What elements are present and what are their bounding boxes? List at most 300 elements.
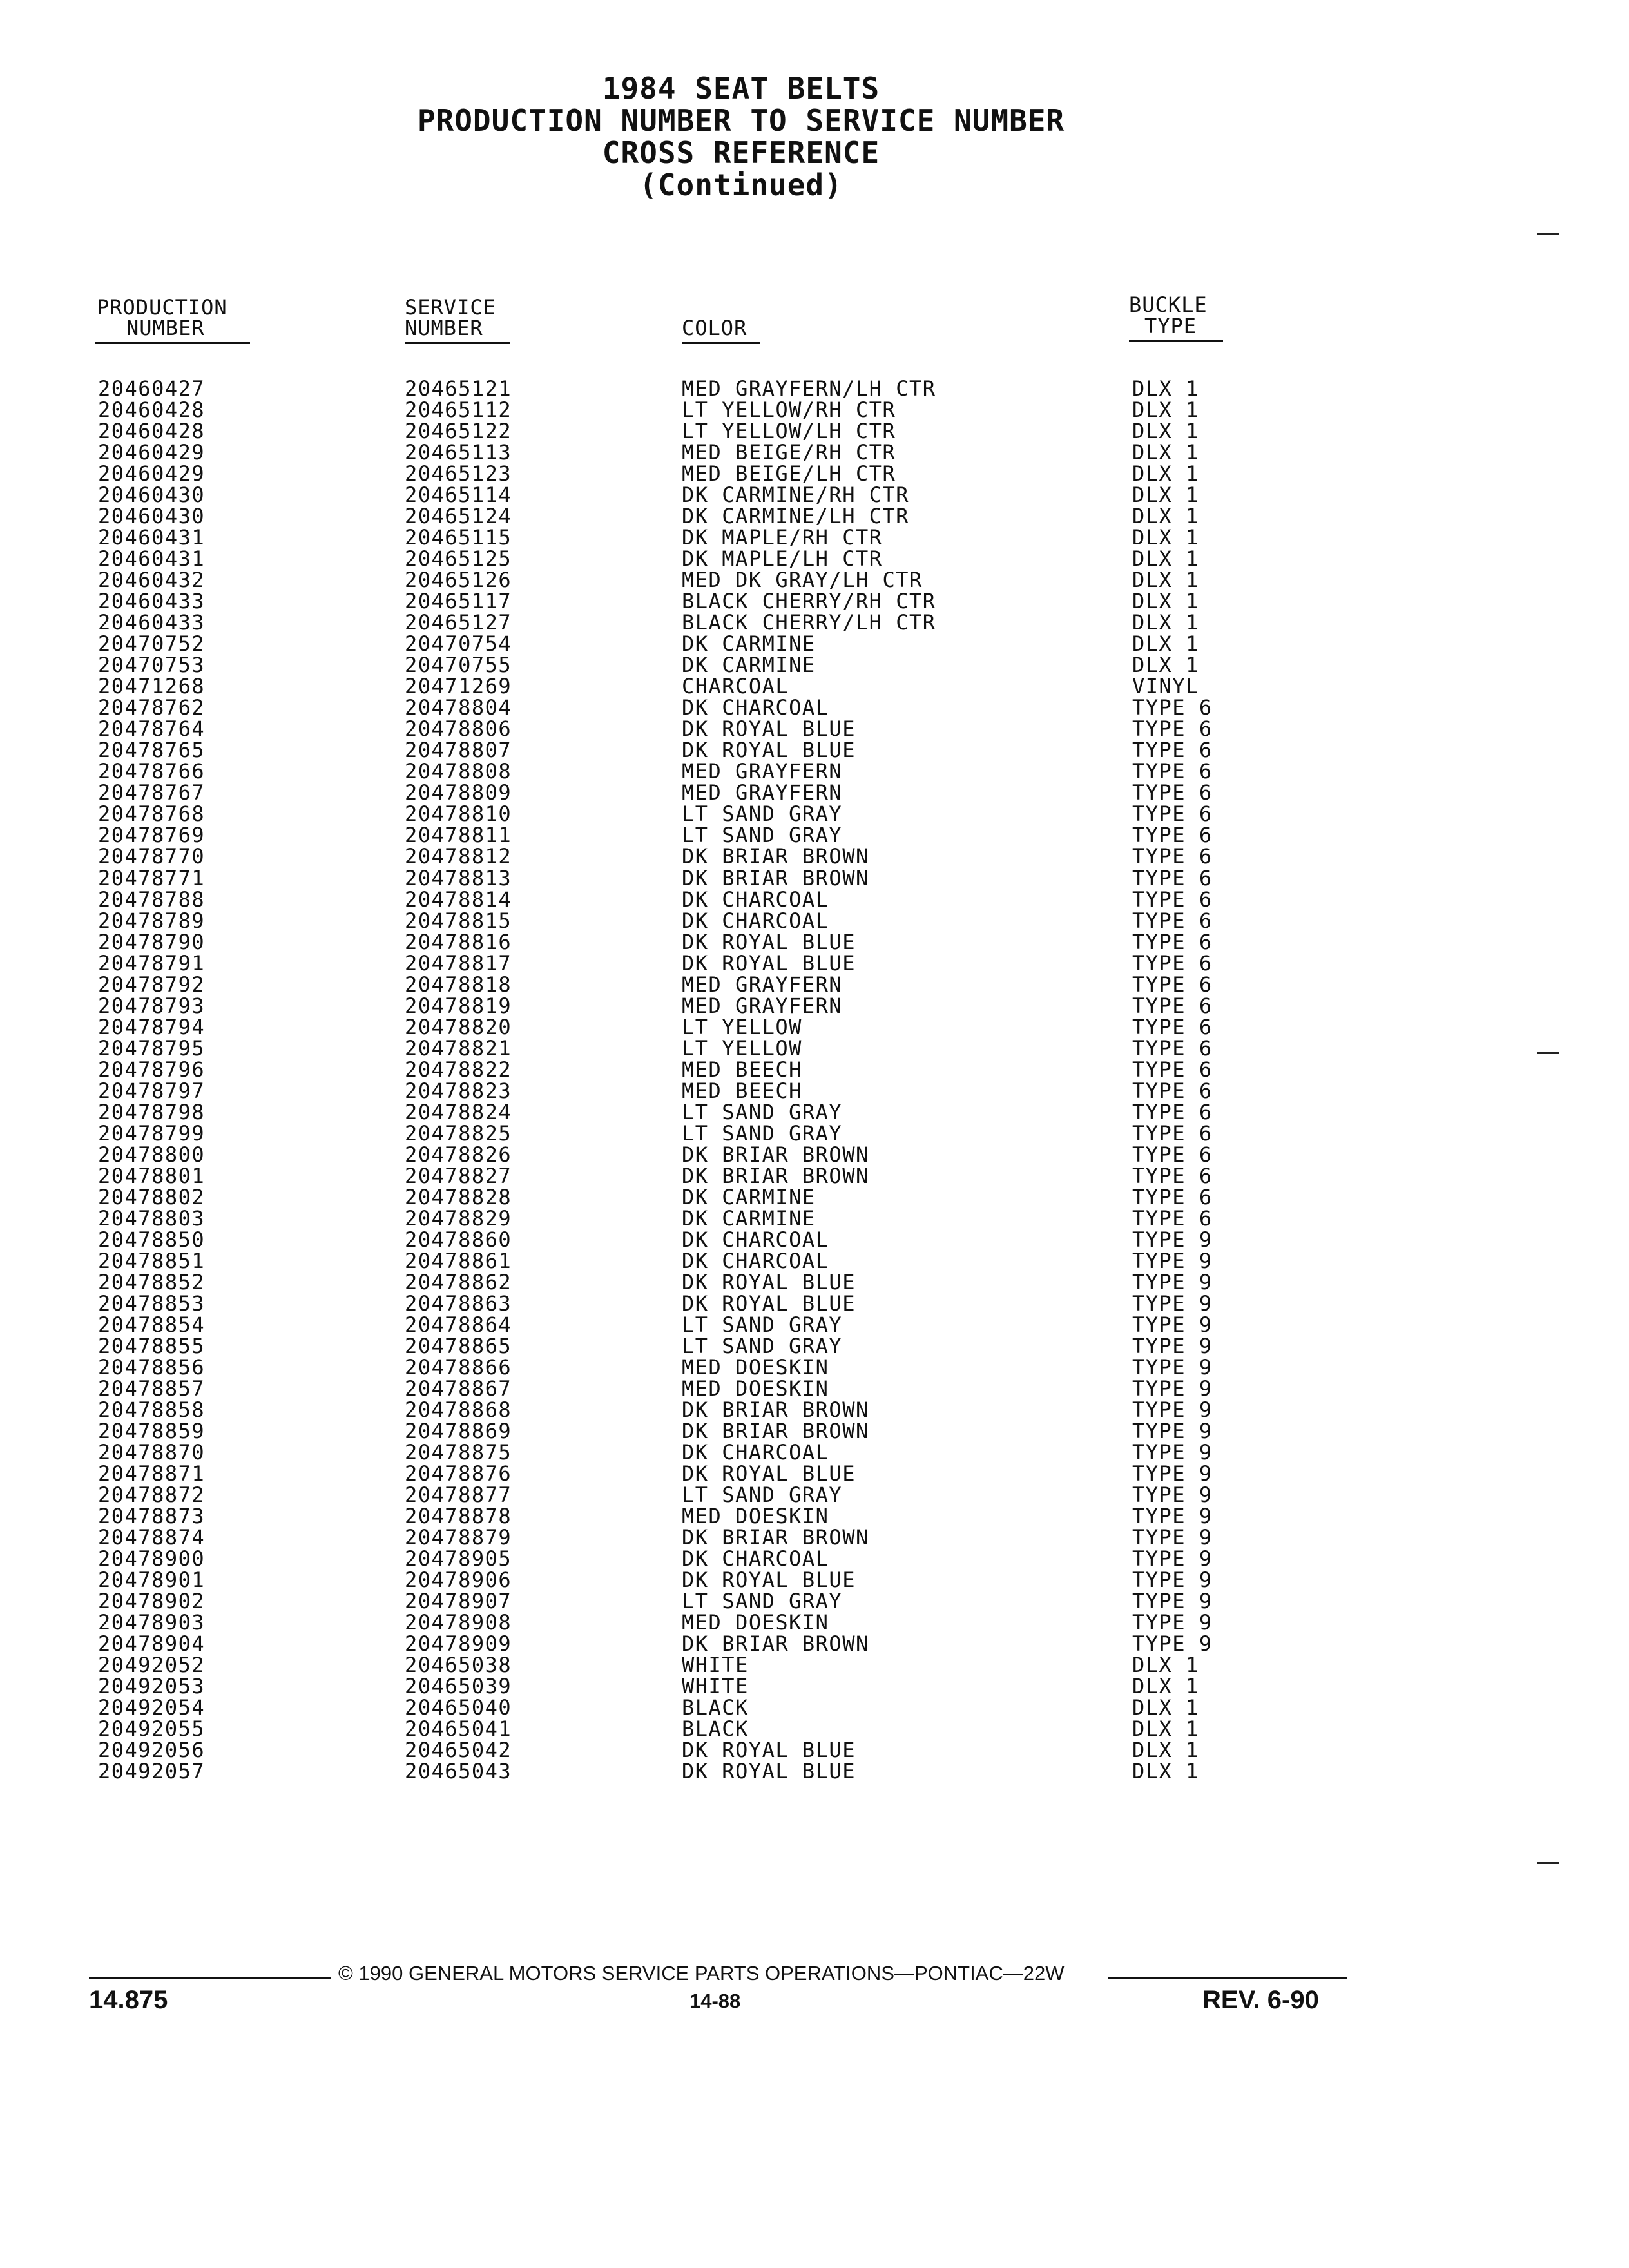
- buckle-type: TYPE 6: [1132, 1142, 1213, 1167]
- production-number: 20470753: [98, 653, 206, 678]
- buckle-type: DLX 1: [1132, 589, 1199, 614]
- production-number: 20478770: [98, 844, 206, 869]
- table-row: [0, 889, 1629, 910]
- service-number: 20478863: [405, 1291, 512, 1316]
- production-number: 20478792: [98, 972, 206, 997]
- service-number: 20478819: [405, 993, 512, 1018]
- table-row: [0, 1354, 1629, 1379]
- buckle-type: TYPE 6: [1132, 802, 1213, 827]
- color: MED DK GRAY/LH CTR: [682, 568, 923, 593]
- production-number: 20478857: [98, 1376, 206, 1401]
- table-row: [0, 1163, 1629, 1188]
- color: DK ROYAL BLUE: [682, 1738, 856, 1763]
- table-row: [0, 676, 1629, 697]
- buckle-type: TYPE 6: [1132, 844, 1213, 869]
- table-row: [0, 1378, 1629, 1399]
- header-buckle-line-2: TYPE: [1144, 314, 1197, 338]
- buckle-type: TYPE 6: [1132, 695, 1213, 720]
- buckle-type: TYPE 6: [1132, 865, 1213, 890]
- service-number: 20478806: [405, 716, 512, 742]
- table-row: [0, 1548, 1629, 1570]
- production-number: 20478797: [98, 1078, 206, 1103]
- service-number: 20465121: [405, 376, 512, 401]
- buckle-type: TYPE 6: [1132, 1035, 1213, 1061]
- color: DK ROYAL BLUE: [682, 738, 856, 763]
- table-row: [0, 782, 1629, 803]
- table-row: [0, 974, 1629, 995]
- table-row: [0, 506, 1629, 527]
- service-number: 20478868: [405, 1398, 512, 1422]
- buckle-type: TYPE 6: [1132, 972, 1213, 997]
- page-title-line-1: 1984 SEAT BELTS: [602, 71, 880, 106]
- production-number: 20478788: [98, 887, 206, 912]
- production-number: 20478794: [98, 1014, 206, 1039]
- table-row: [0, 591, 1629, 612]
- production-number: 20478767: [98, 780, 206, 805]
- production-number: 20460430: [98, 483, 206, 508]
- production-number: 20460429: [98, 440, 206, 465]
- color: DK CHARCOAL: [682, 1440, 829, 1465]
- table-row: [0, 1761, 1629, 1782]
- buckle-type: TYPE 6: [1132, 1184, 1213, 1209]
- production-number: 20470752: [98, 631, 206, 657]
- service-number: 20478908: [405, 1610, 512, 1635]
- production-number: 20478798: [98, 1099, 206, 1124]
- color: DK BRIAR BROWN: [682, 1163, 869, 1188]
- production-number: 20460433: [98, 589, 206, 614]
- service-number: 20478820: [405, 1014, 512, 1039]
- buckle-type: TYPE 9: [1132, 1248, 1213, 1273]
- header-service-line-2: NUMBER: [405, 316, 483, 340]
- production-number: 20478859: [98, 1419, 206, 1443]
- footer-rule-right: [1108, 1977, 1347, 1979]
- service-number: 20478822: [405, 1057, 512, 1082]
- service-number: 20465042: [405, 1738, 512, 1763]
- service-number: 20478867: [405, 1376, 512, 1401]
- production-number: 20492057: [98, 1759, 206, 1784]
- header-production-line-2: NUMBER: [126, 316, 205, 340]
- table-row: [0, 1570, 1629, 1591]
- service-number: 20478828: [405, 1184, 512, 1209]
- production-number: 20478851: [98, 1248, 206, 1273]
- color: LT YELLOW/LH CTR: [682, 419, 896, 443]
- production-number: 20478872: [98, 1483, 206, 1507]
- production-number: 20492052: [98, 1653, 206, 1678]
- buckle-type: DLX 1: [1132, 1716, 1199, 1742]
- service-number: 20465115: [405, 525, 512, 550]
- production-number: 20492053: [98, 1674, 206, 1699]
- production-number: 20478900: [98, 1546, 206, 1571]
- production-number: 20460429: [98, 461, 206, 486]
- buckle-type: TYPE 9: [1132, 1312, 1213, 1337]
- color: LT SAND GRAY: [682, 1483, 843, 1507]
- service-number: 20478807: [405, 738, 512, 763]
- buckle-type: DLX 1: [1132, 610, 1199, 635]
- production-number: 20478791: [98, 950, 206, 975]
- buckle-type: TYPE 6: [1132, 1163, 1213, 1188]
- buckle-type: DLX 1: [1132, 546, 1199, 572]
- table-row: [0, 1229, 1629, 1251]
- service-number: 20478879: [405, 1525, 512, 1550]
- color: DK ROYAL BLUE: [682, 1291, 856, 1316]
- buckle-type: DLX 1: [1132, 1695, 1199, 1720]
- production-number: 20460432: [98, 568, 206, 593]
- table-row: [0, 1633, 1629, 1655]
- table-row: [0, 865, 1629, 890]
- production-number: 20478856: [98, 1354, 206, 1379]
- production-number: 20478854: [98, 1312, 206, 1337]
- footer-rule-left: [89, 1977, 331, 1979]
- service-number: 20478866: [405, 1354, 512, 1379]
- color: DK BRIAR BROWN: [682, 1398, 869, 1422]
- buckle-type: DLX 1: [1132, 1738, 1199, 1763]
- service-number: 20478813: [405, 865, 512, 890]
- service-number: 20465038: [405, 1653, 512, 1678]
- production-number: 20478762: [98, 695, 206, 720]
- table-row: [0, 803, 1629, 825]
- table-row: [0, 442, 1629, 463]
- production-number: 20478789: [98, 908, 206, 933]
- table-row: [0, 697, 1629, 718]
- buckle-type: DLX 1: [1132, 440, 1199, 465]
- production-number: 20478765: [98, 738, 206, 763]
- production-number: 20478858: [98, 1398, 206, 1422]
- color: DK MAPLE/RH CTR: [682, 525, 883, 550]
- production-number: 20460433: [98, 610, 206, 635]
- service-number: 20465113: [405, 440, 512, 465]
- color: DK CARMINE/RH CTR: [682, 483, 910, 508]
- service-number: 20478804: [405, 695, 512, 720]
- buckle-type: TYPE 9: [1132, 1461, 1213, 1486]
- header-service-line-1: SERVICE: [405, 295, 496, 320]
- color: DK CHARCOAL: [682, 1248, 829, 1273]
- color: MED GRAYFERN/LH CTR: [682, 376, 936, 401]
- buckle-type: DLX 1: [1132, 504, 1199, 529]
- buckle-type: DLX 1: [1132, 483, 1199, 508]
- table-row: [0, 1014, 1629, 1039]
- production-number: 20478852: [98, 1269, 206, 1294]
- production-number: 20478803: [98, 1206, 206, 1231]
- table-row: [0, 950, 1629, 975]
- service-number: 20478826: [405, 1142, 512, 1167]
- service-number: 20478861: [405, 1248, 512, 1273]
- table-row: [0, 421, 1629, 442]
- buckle-type: TYPE 6: [1132, 1057, 1213, 1082]
- table-row: [0, 995, 1629, 1017]
- buckle-type: DLX 1: [1132, 376, 1199, 401]
- table-row: [0, 1248, 1629, 1273]
- service-number: 20478869: [405, 1419, 512, 1443]
- buckle-type: TYPE 9: [1132, 1504, 1213, 1529]
- color: MED DOESKIN: [682, 1504, 829, 1529]
- production-number: 20478873: [98, 1504, 206, 1529]
- service-number: 20478864: [405, 1312, 512, 1337]
- header-color-underline: [682, 342, 760, 344]
- buckle-type: DLX 1: [1132, 461, 1199, 486]
- buckle-type: TYPE 6: [1132, 950, 1213, 975]
- color: DK ROYAL BLUE: [682, 1568, 856, 1593]
- color: LT YELLOW/RH CTR: [682, 398, 896, 422]
- color: MED BEIGE/LH CTR: [682, 461, 896, 486]
- color: LT SAND GRAY: [682, 1120, 843, 1146]
- production-number: 20478768: [98, 802, 206, 827]
- table-row: [0, 1144, 1629, 1166]
- production-number: 20478903: [98, 1610, 206, 1635]
- buckle-type: TYPE 6: [1132, 759, 1213, 784]
- color: DK BRIAR BROWN: [682, 865, 869, 890]
- buckle-type: TYPE 9: [1132, 1227, 1213, 1252]
- color: DK CHARCOAL: [682, 908, 829, 933]
- table-row: [0, 1120, 1629, 1146]
- production-number: 20478800: [98, 1142, 206, 1167]
- color: BLACK CHERRY/LH CTR: [682, 610, 936, 635]
- production-number: 20478793: [98, 993, 206, 1018]
- table-row: [0, 570, 1629, 591]
- service-number: 20465127: [405, 610, 512, 635]
- buckle-type: TYPE 6: [1132, 716, 1213, 742]
- production-number: 20478769: [98, 823, 206, 848]
- production-number: 20478874: [98, 1525, 206, 1550]
- buckle-type: DLX 1: [1132, 525, 1199, 550]
- production-number: 20478850: [98, 1227, 206, 1252]
- production-number: 20478855: [98, 1333, 206, 1358]
- color: MED DOESKIN: [682, 1376, 829, 1401]
- table-row: [0, 1314, 1629, 1336]
- table-row: [0, 910, 1629, 932]
- service-number: 20478905: [405, 1546, 512, 1571]
- color: BLACK CHERRY/RH CTR: [682, 589, 936, 614]
- service-number: 20465122: [405, 419, 512, 443]
- color: WHITE: [682, 1674, 749, 1699]
- header-buckle-underline: [1129, 340, 1223, 342]
- table-row: [0, 1099, 1629, 1124]
- footer-section-number: 14.875: [89, 1986, 168, 2014]
- footer-page-number: 14-88: [689, 1990, 741, 2012]
- production-number: 20460427: [98, 376, 206, 401]
- color: DK ROYAL BLUE: [682, 1269, 856, 1294]
- buckle-type: TYPE 9: [1132, 1610, 1213, 1635]
- color: MED BEECH: [682, 1057, 802, 1082]
- table-row: [0, 527, 1629, 548]
- color: WHITE: [682, 1653, 749, 1678]
- production-number: 20478801: [98, 1163, 206, 1188]
- service-number: 20478816: [405, 929, 512, 954]
- service-number: 20465123: [405, 461, 512, 486]
- production-number: 20478796: [98, 1057, 206, 1082]
- buckle-type: TYPE 6: [1132, 1078, 1213, 1103]
- table-row: [0, 1035, 1629, 1061]
- production-number: 20492055: [98, 1716, 206, 1742]
- production-number: 20460431: [98, 525, 206, 550]
- color: MED BEECH: [682, 1078, 802, 1103]
- margin-mark: [1537, 233, 1559, 235]
- page-title-line-2: PRODUCTION NUMBER TO SERVICE NUMBER: [417, 103, 1065, 138]
- color: MED DOESKIN: [682, 1610, 829, 1635]
- table-row: [0, 1399, 1629, 1421]
- service-number: 20478814: [405, 887, 512, 912]
- production-number: 20478901: [98, 1568, 206, 1593]
- buckle-type: TYPE 9: [1132, 1398, 1213, 1422]
- color: DK CARMINE: [682, 631, 816, 657]
- color: MED BEIGE/RH CTR: [682, 440, 896, 465]
- service-number: 20478829: [405, 1206, 512, 1231]
- buckle-type: TYPE 9: [1132, 1631, 1213, 1657]
- header-color: COLOR: [682, 316, 747, 340]
- color: MED DOESKIN: [682, 1354, 829, 1379]
- production-number: 20478871: [98, 1461, 206, 1486]
- service-number: 20478821: [405, 1035, 512, 1061]
- service-number: 20465117: [405, 589, 512, 614]
- buckle-type: TYPE 6: [1132, 929, 1213, 954]
- service-number: 20465124: [405, 504, 512, 529]
- service-number: 20478824: [405, 1099, 512, 1124]
- service-number: 20478818: [405, 972, 512, 997]
- color: DK CARMINE: [682, 653, 816, 678]
- service-number: 20478865: [405, 1333, 512, 1358]
- service-number: 20478825: [405, 1120, 512, 1146]
- service-number: 20465125: [405, 546, 512, 572]
- color: DK BRIAR BROWN: [682, 1419, 869, 1443]
- service-number: 20478876: [405, 1461, 512, 1486]
- table-row: [0, 929, 1629, 954]
- service-number: 20478808: [405, 759, 512, 784]
- production-number: 20460428: [98, 419, 206, 443]
- table-row: [0, 1078, 1629, 1103]
- buckle-type: TYPE 6: [1132, 1099, 1213, 1124]
- table-row: [0, 740, 1629, 761]
- buckle-type: TYPE 6: [1132, 993, 1213, 1018]
- table-row: [0, 761, 1629, 782]
- buckle-type: TYPE 9: [1132, 1589, 1213, 1614]
- buckle-type: TYPE 6: [1132, 738, 1213, 763]
- production-number: 20478795: [98, 1035, 206, 1061]
- color: MED GRAYFERN: [682, 993, 843, 1018]
- table-row: [0, 399, 1629, 421]
- table-row: [0, 485, 1629, 506]
- footer-revision: REV. 6-90: [1202, 1986, 1319, 2014]
- color: LT SAND GRAY: [682, 1589, 843, 1614]
- buckle-type: TYPE 6: [1132, 908, 1213, 933]
- production-number: 20478764: [98, 716, 206, 742]
- service-number: 20465043: [405, 1759, 512, 1784]
- color: LT SAND GRAY: [682, 802, 843, 827]
- service-number: 20465126: [405, 568, 512, 593]
- production-number: 20478802: [98, 1184, 206, 1209]
- service-number: 20470755: [405, 653, 512, 678]
- table-row: [0, 825, 1629, 846]
- buckle-type: TYPE 9: [1132, 1546, 1213, 1571]
- buckle-type: DLX 1: [1132, 1653, 1199, 1678]
- color: DK ROYAL BLUE: [682, 929, 856, 954]
- table-row: [0, 1740, 1629, 1761]
- table-row: [0, 633, 1629, 655]
- service-number: 20478811: [405, 823, 512, 848]
- buckle-type: TYPE 9: [1132, 1483, 1213, 1507]
- table-row: [0, 1485, 1629, 1506]
- service-number: 20465041: [405, 1716, 512, 1742]
- buckle-type: DLX 1: [1132, 653, 1199, 678]
- service-number: 20465039: [405, 1674, 512, 1699]
- color: CHARCOAL: [682, 674, 789, 699]
- service-number: 20478907: [405, 1589, 512, 1614]
- service-number: 20465040: [405, 1695, 512, 1720]
- color: DK MAPLE/LH CTR: [682, 546, 883, 572]
- service-number: 20465112: [405, 398, 512, 422]
- service-number: 20478809: [405, 780, 512, 805]
- color: MED GRAYFERN: [682, 780, 843, 805]
- buckle-type: TYPE 9: [1132, 1525, 1213, 1550]
- margin-mark: [1537, 1862, 1559, 1864]
- buckle-type: TYPE 9: [1132, 1269, 1213, 1294]
- service-number: 20478862: [405, 1269, 512, 1294]
- service-number: 20470754: [405, 631, 512, 657]
- table-row: [0, 1184, 1629, 1209]
- table-row: [0, 1655, 1629, 1676]
- header-production-line-1: PRODUCTION: [97, 295, 227, 320]
- color: LT YELLOW: [682, 1035, 802, 1061]
- color: DK ROYAL BLUE: [682, 950, 856, 975]
- color: DK CARMINE/LH CTR: [682, 504, 910, 529]
- service-number: 20478815: [405, 908, 512, 933]
- service-number: 20478877: [405, 1483, 512, 1507]
- production-number: 20478902: [98, 1589, 206, 1614]
- table-row: [0, 1676, 1629, 1697]
- footer-copyright: © 1990 GENERAL MOTORS SERVICE PARTS OPERATIONS—PONTIAC—22W: [338, 1962, 1065, 1984]
- service-number: 20471269: [405, 674, 512, 699]
- table-row: [0, 1293, 1629, 1314]
- header-production-underline: [95, 342, 250, 344]
- service-number: 20478906: [405, 1568, 512, 1593]
- service-number: 20478860: [405, 1227, 512, 1252]
- service-number: 20478909: [405, 1631, 512, 1657]
- color: BLACK: [682, 1716, 749, 1742]
- margin-mark: [1537, 1052, 1559, 1054]
- color: MED GRAYFERN: [682, 759, 843, 784]
- table-row: [0, 1269, 1629, 1294]
- table-row: [0, 378, 1629, 399]
- color: LT SAND GRAY: [682, 1333, 843, 1358]
- production-number: 20460428: [98, 398, 206, 422]
- buckle-type: TYPE 6: [1132, 1014, 1213, 1039]
- production-number: 20478853: [98, 1291, 206, 1316]
- buckle-type: TYPE 9: [1132, 1440, 1213, 1465]
- buckle-type: DLX 1: [1132, 631, 1199, 657]
- color: DK ROYAL BLUE: [682, 716, 856, 742]
- table-row: [0, 1697, 1629, 1718]
- buckle-type: TYPE 9: [1132, 1376, 1213, 1401]
- service-number: 20478827: [405, 1163, 512, 1188]
- buckle-type: TYPE 6: [1132, 1206, 1213, 1231]
- production-number: 20478870: [98, 1440, 206, 1465]
- production-number: 20492056: [98, 1738, 206, 1763]
- table-row: [0, 548, 1629, 570]
- color: MED GRAYFERN: [682, 972, 843, 997]
- table-row: [0, 1333, 1629, 1358]
- service-number: 20478878: [405, 1504, 512, 1529]
- table-row: [0, 1059, 1629, 1081]
- production-number: 20478799: [98, 1120, 206, 1146]
- table-row: [0, 1591, 1629, 1612]
- buckle-type: DLX 1: [1132, 1674, 1199, 1699]
- service-number: 20478810: [405, 802, 512, 827]
- buckle-type: TYPE 9: [1132, 1333, 1213, 1358]
- table-row: [0, 463, 1629, 485]
- color: LT SAND GRAY: [682, 823, 843, 848]
- table-row: [0, 1463, 1629, 1485]
- color: LT SAND GRAY: [682, 1099, 843, 1124]
- production-number: 20478790: [98, 929, 206, 954]
- table-row: [0, 1208, 1629, 1229]
